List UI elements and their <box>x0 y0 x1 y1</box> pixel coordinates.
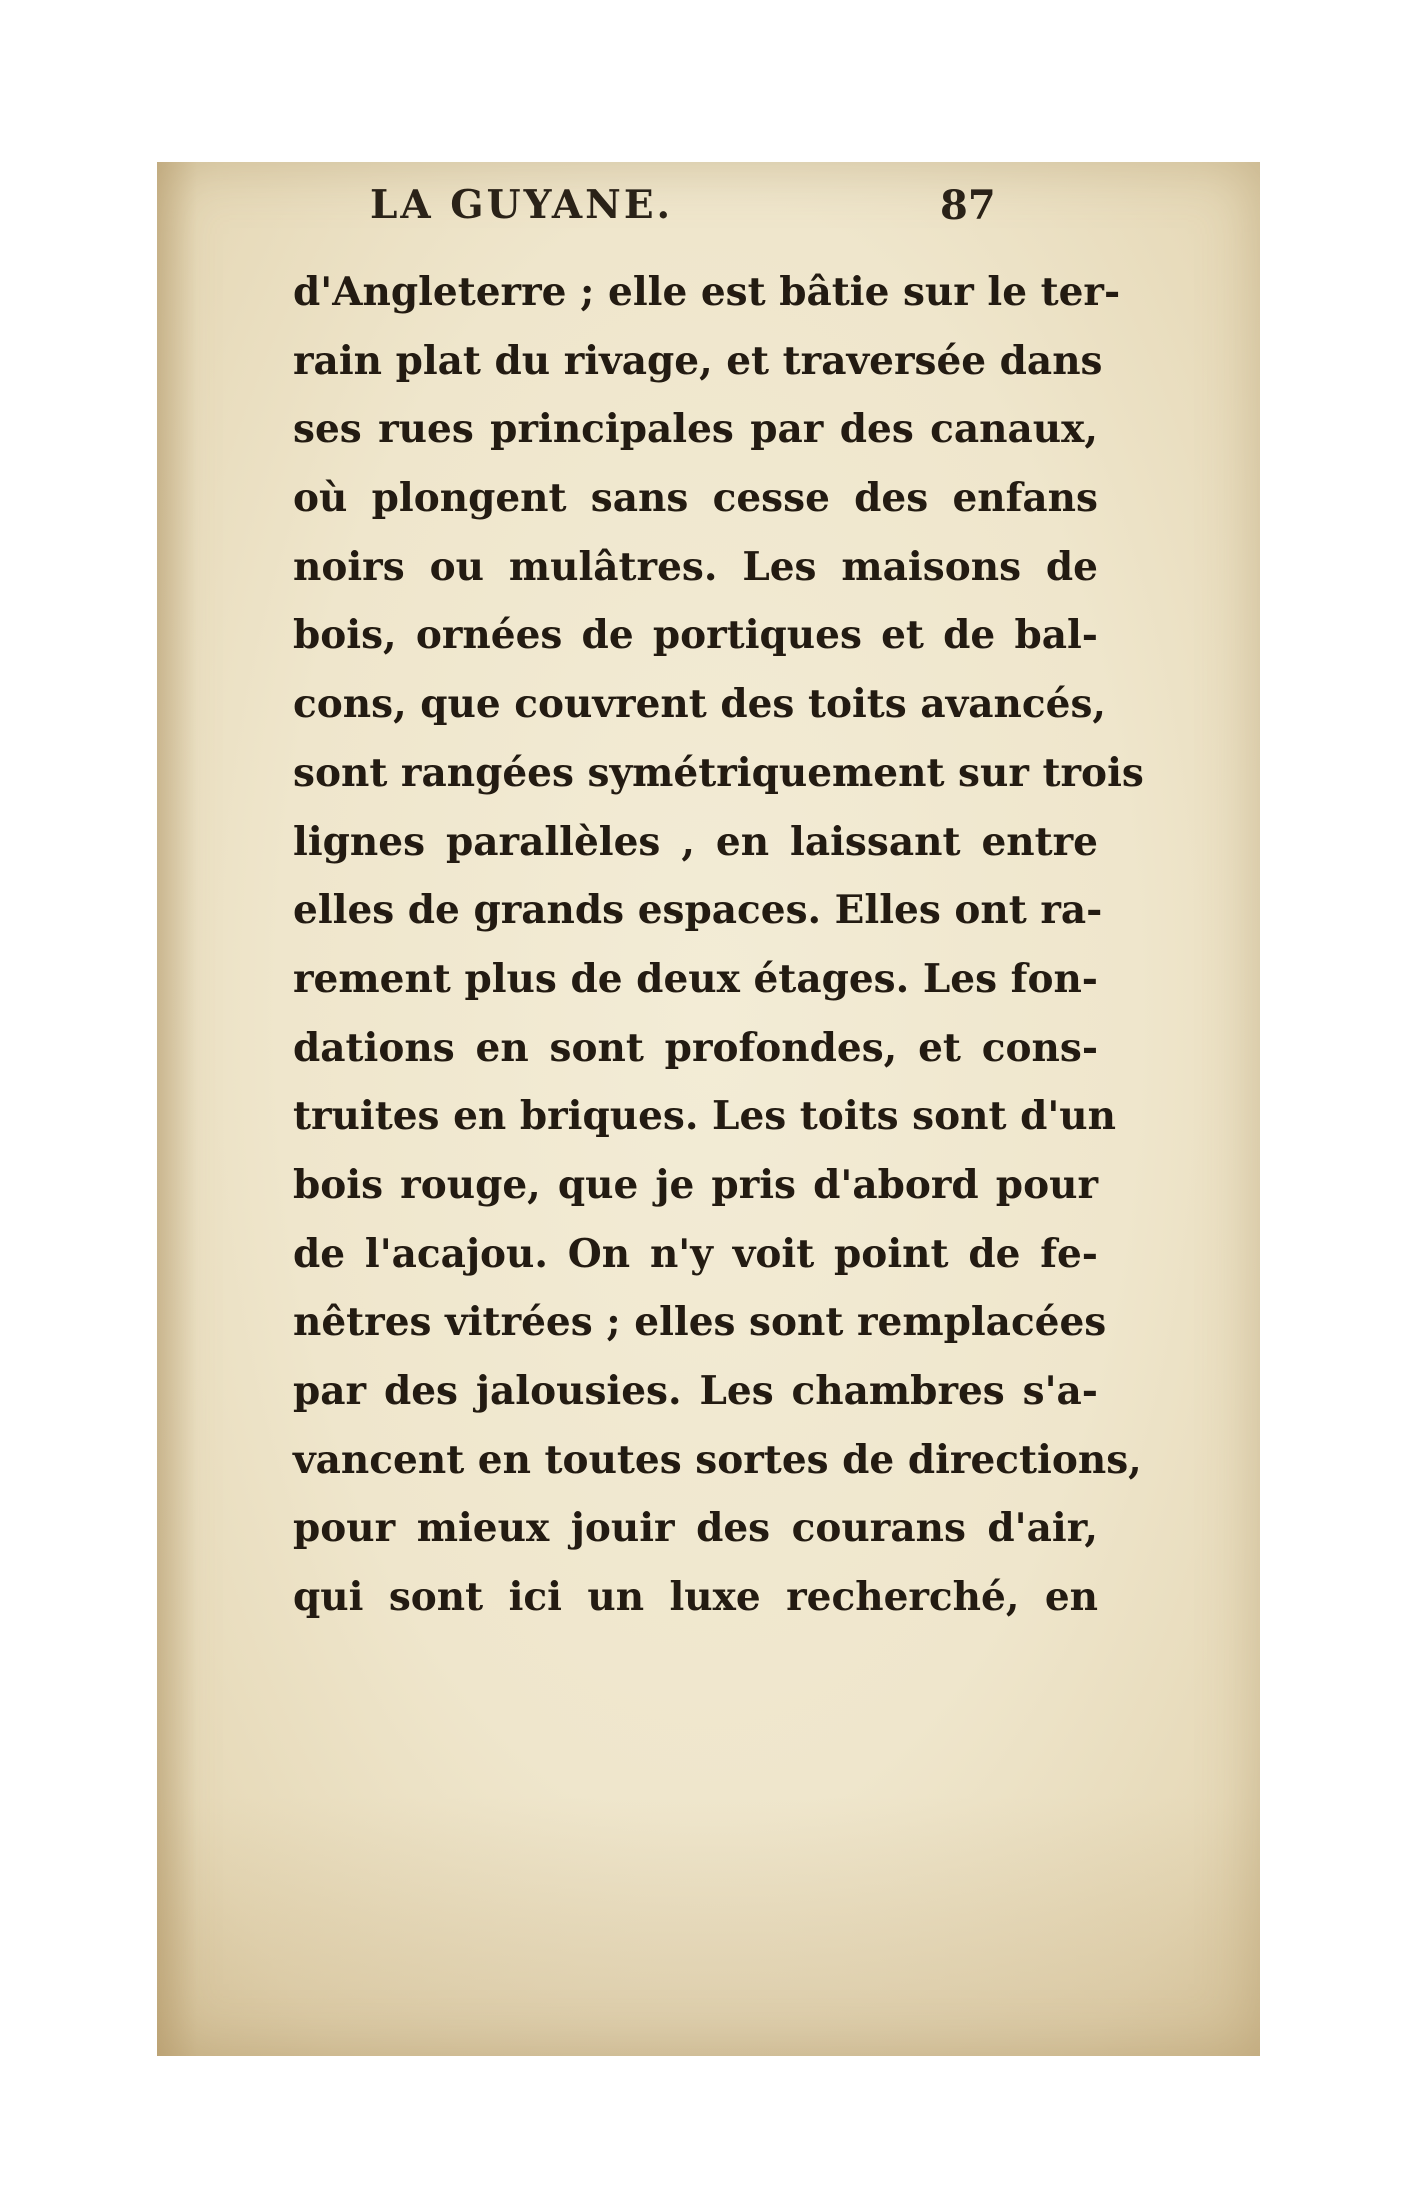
text-line: d'Angleterre ; elle est bâtie sur le ter- <box>293 269 1121 315</box>
text-line: rain plat du rivage, et traversée dans <box>293 337 1103 384</box>
text-line: bois, ornées de portiques et de bal- <box>293 612 1098 659</box>
text-line: lignes parallèles , en laissant entre <box>293 818 1098 865</box>
text-line: truites en briques. Les toits sont d'un <box>293 1093 1117 1140</box>
body-text <box>293 258 1144 1632</box>
text-line: vancent en toutes sortes de directions, <box>293 1436 1142 1483</box>
text-line: qui sont ici un luxe recherché, en <box>293 1574 1098 1621</box>
text-line: elles de grands espaces. Elles ont ra- <box>293 887 1103 934</box>
text-line: bois rouge, que je pris d'abord pour <box>293 1161 1098 1208</box>
text-line: où plongent sans cesse des enfans <box>293 475 1098 522</box>
text-line: rement plus de deux étages. Les fon- <box>293 955 1098 1002</box>
running-title: LA GUYANE. <box>370 182 674 228</box>
text-line: dations en sont profondes, et cons- <box>293 1024 1098 1071</box>
text-line: noirs ou mulâtres. Les maisons de <box>293 543 1098 590</box>
page-header <box>370 182 1090 242</box>
text-line: nêtres vitrées ; elles sont remplacées <box>293 1299 1107 1346</box>
text-line: cons, que couvrent des toits avancés, <box>293 681 1106 728</box>
text-line: ses rues principales par des canaux, <box>293 406 1098 453</box>
text-line: sont rangées symétriquement sur trois <box>293 749 1144 796</box>
page-number: 87 <box>940 182 996 229</box>
text-line: pour mieux jouir des courans d'air, <box>293 1505 1098 1552</box>
text-line: de l'acajou. On n'y voit point de fe- <box>293 1230 1098 1277</box>
text-line: par des jalousies. Les chambres s'a- <box>293 1368 1098 1414</box>
